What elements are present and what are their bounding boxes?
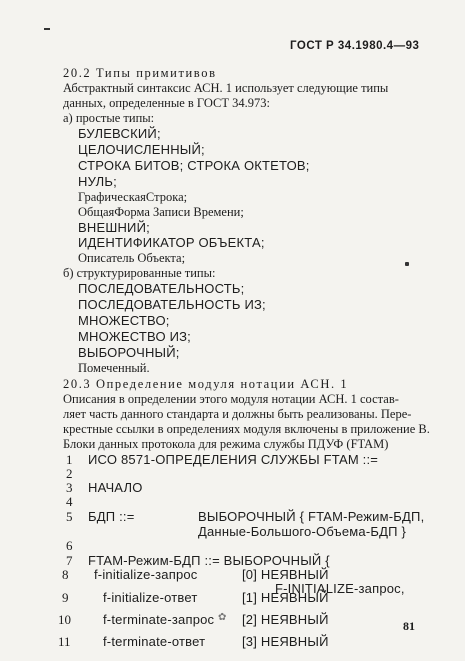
paragraph-line: Описания в определении этого модуля нотации АСН. 1 состав- xyxy=(63,392,399,406)
pdu-definition-cont: Данные-Большого-Объема-БДП } xyxy=(198,524,407,539)
line-number: 6 xyxy=(66,538,73,553)
simple-type-item: БУЛЕВСКИЙ; xyxy=(78,126,161,141)
line-number: 8 xyxy=(62,567,69,582)
line-number: 7 xyxy=(66,553,73,568)
paragraph-line: Блоки данных протокола для режима службы ПДУФ (FTAM) xyxy=(63,437,389,451)
line-number: 2 xyxy=(66,466,73,481)
structured-type-item: ПОСЛЕДОВАТЕЛЬНОСТЬ ИЗ; xyxy=(78,297,266,312)
line-number: 3 xyxy=(66,480,73,495)
line-number: 1 xyxy=(66,452,73,467)
scan-mark xyxy=(44,28,50,30)
paragraph-line: ляет часть данного стандарта и должны быть реализованы. Пере- xyxy=(63,407,412,421)
line-number: 9 xyxy=(62,590,69,605)
simple-type-item: СТРОКА БИТОВ; СТРОКА ОКТЕТОВ; xyxy=(78,158,310,173)
choice-field-name: f-initialize-ответ xyxy=(103,590,198,605)
section-20-3-title: 20.3 Определение модуля нотации АСН. 1 xyxy=(63,377,349,391)
structured-type-item: Помеченный. xyxy=(78,361,150,375)
begin-keyword: НАЧАЛО xyxy=(88,480,143,495)
choice-field-name: f-initialize-запрос xyxy=(94,567,198,582)
choice-field-type: F-INITIALIZE-запрос, xyxy=(275,581,405,596)
structured-type-item: ПОСЛЕДОВАТЕЛЬНОСТЬ; xyxy=(78,281,245,296)
simple-type-item: ГрафическаяСтрока; xyxy=(78,190,188,204)
simple-type-item: НУЛЬ; xyxy=(78,174,117,189)
pdu-definition-right: ВЫБОРОЧНЫЙ { FTAM-Режим-БДП, xyxy=(198,509,425,524)
intro-line-2: данных, определенные в ГОСТ 34.973: xyxy=(63,96,270,110)
simple-type-item: ИДЕНТИФИКАТОР ОБЪЕКТА; xyxy=(78,235,265,250)
simple-type-item: ОбщаяФорма Записи Времени; xyxy=(78,205,244,219)
choice-field-tag: [0] НЕЯВНЫЙ xyxy=(242,567,329,582)
choice-field-name: f-terminate-ответ xyxy=(103,634,206,649)
line-number: 4 xyxy=(66,494,73,509)
paragraph-line: крестные ссылки в определениях модуля включены в приложение В. xyxy=(63,422,430,436)
line-number: 10 xyxy=(58,612,71,627)
structured-type-item: МНОЖЕСТВО; xyxy=(78,313,170,328)
scan-dot xyxy=(405,262,409,266)
line-number: 11 xyxy=(58,634,71,649)
page-number: 81 xyxy=(403,619,415,633)
choice-field-tag: [3] НЕЯВНЫЙ xyxy=(242,634,329,649)
scan-stamp: ✿ xyxy=(218,612,227,623)
simple-type-item: ЦЕЛОЧИСЛЕННЫЙ; xyxy=(78,142,205,157)
simple-types-label: а) простые типы: xyxy=(63,111,155,125)
line-number: 5 xyxy=(66,509,73,524)
intro-line-1: Абстрактный синтаксис АСН. 1 использует следующие типы xyxy=(63,81,389,95)
choice-field-tag: [2] НЕЯВНЫЙ xyxy=(242,612,329,627)
section-20-2-title: 20.2 Типы примитивов xyxy=(63,66,217,80)
structured-types-label: б) структурированные типы: xyxy=(63,266,216,280)
simple-type-item: Описатель Объекта; xyxy=(78,251,186,265)
pdu-definition-left: БДП ::= xyxy=(88,509,135,524)
choice-field-name: f-terminate-запрос xyxy=(103,612,215,627)
standard-header: ГОСТ Р 34.1980.4—93 xyxy=(290,40,420,52)
simple-type-item: ВНЕШНИЙ; xyxy=(78,220,150,235)
structured-type-item: ВЫБОРОЧНЫЙ; xyxy=(78,345,180,360)
choice-field-tag: [1] НЕЯВНЫЙ xyxy=(242,590,329,605)
structured-type-item: МНОЖЕСТВО ИЗ; xyxy=(78,329,191,344)
module-header-line: ИСО 8571-ОПРЕДЕЛЕНИЯ СЛУЖБЫ FTAM ::= xyxy=(88,452,379,467)
ftam-regime-definition: FTAM-Режим-БДП ::= ВЫБОРОЧНЫЙ { xyxy=(88,553,330,568)
